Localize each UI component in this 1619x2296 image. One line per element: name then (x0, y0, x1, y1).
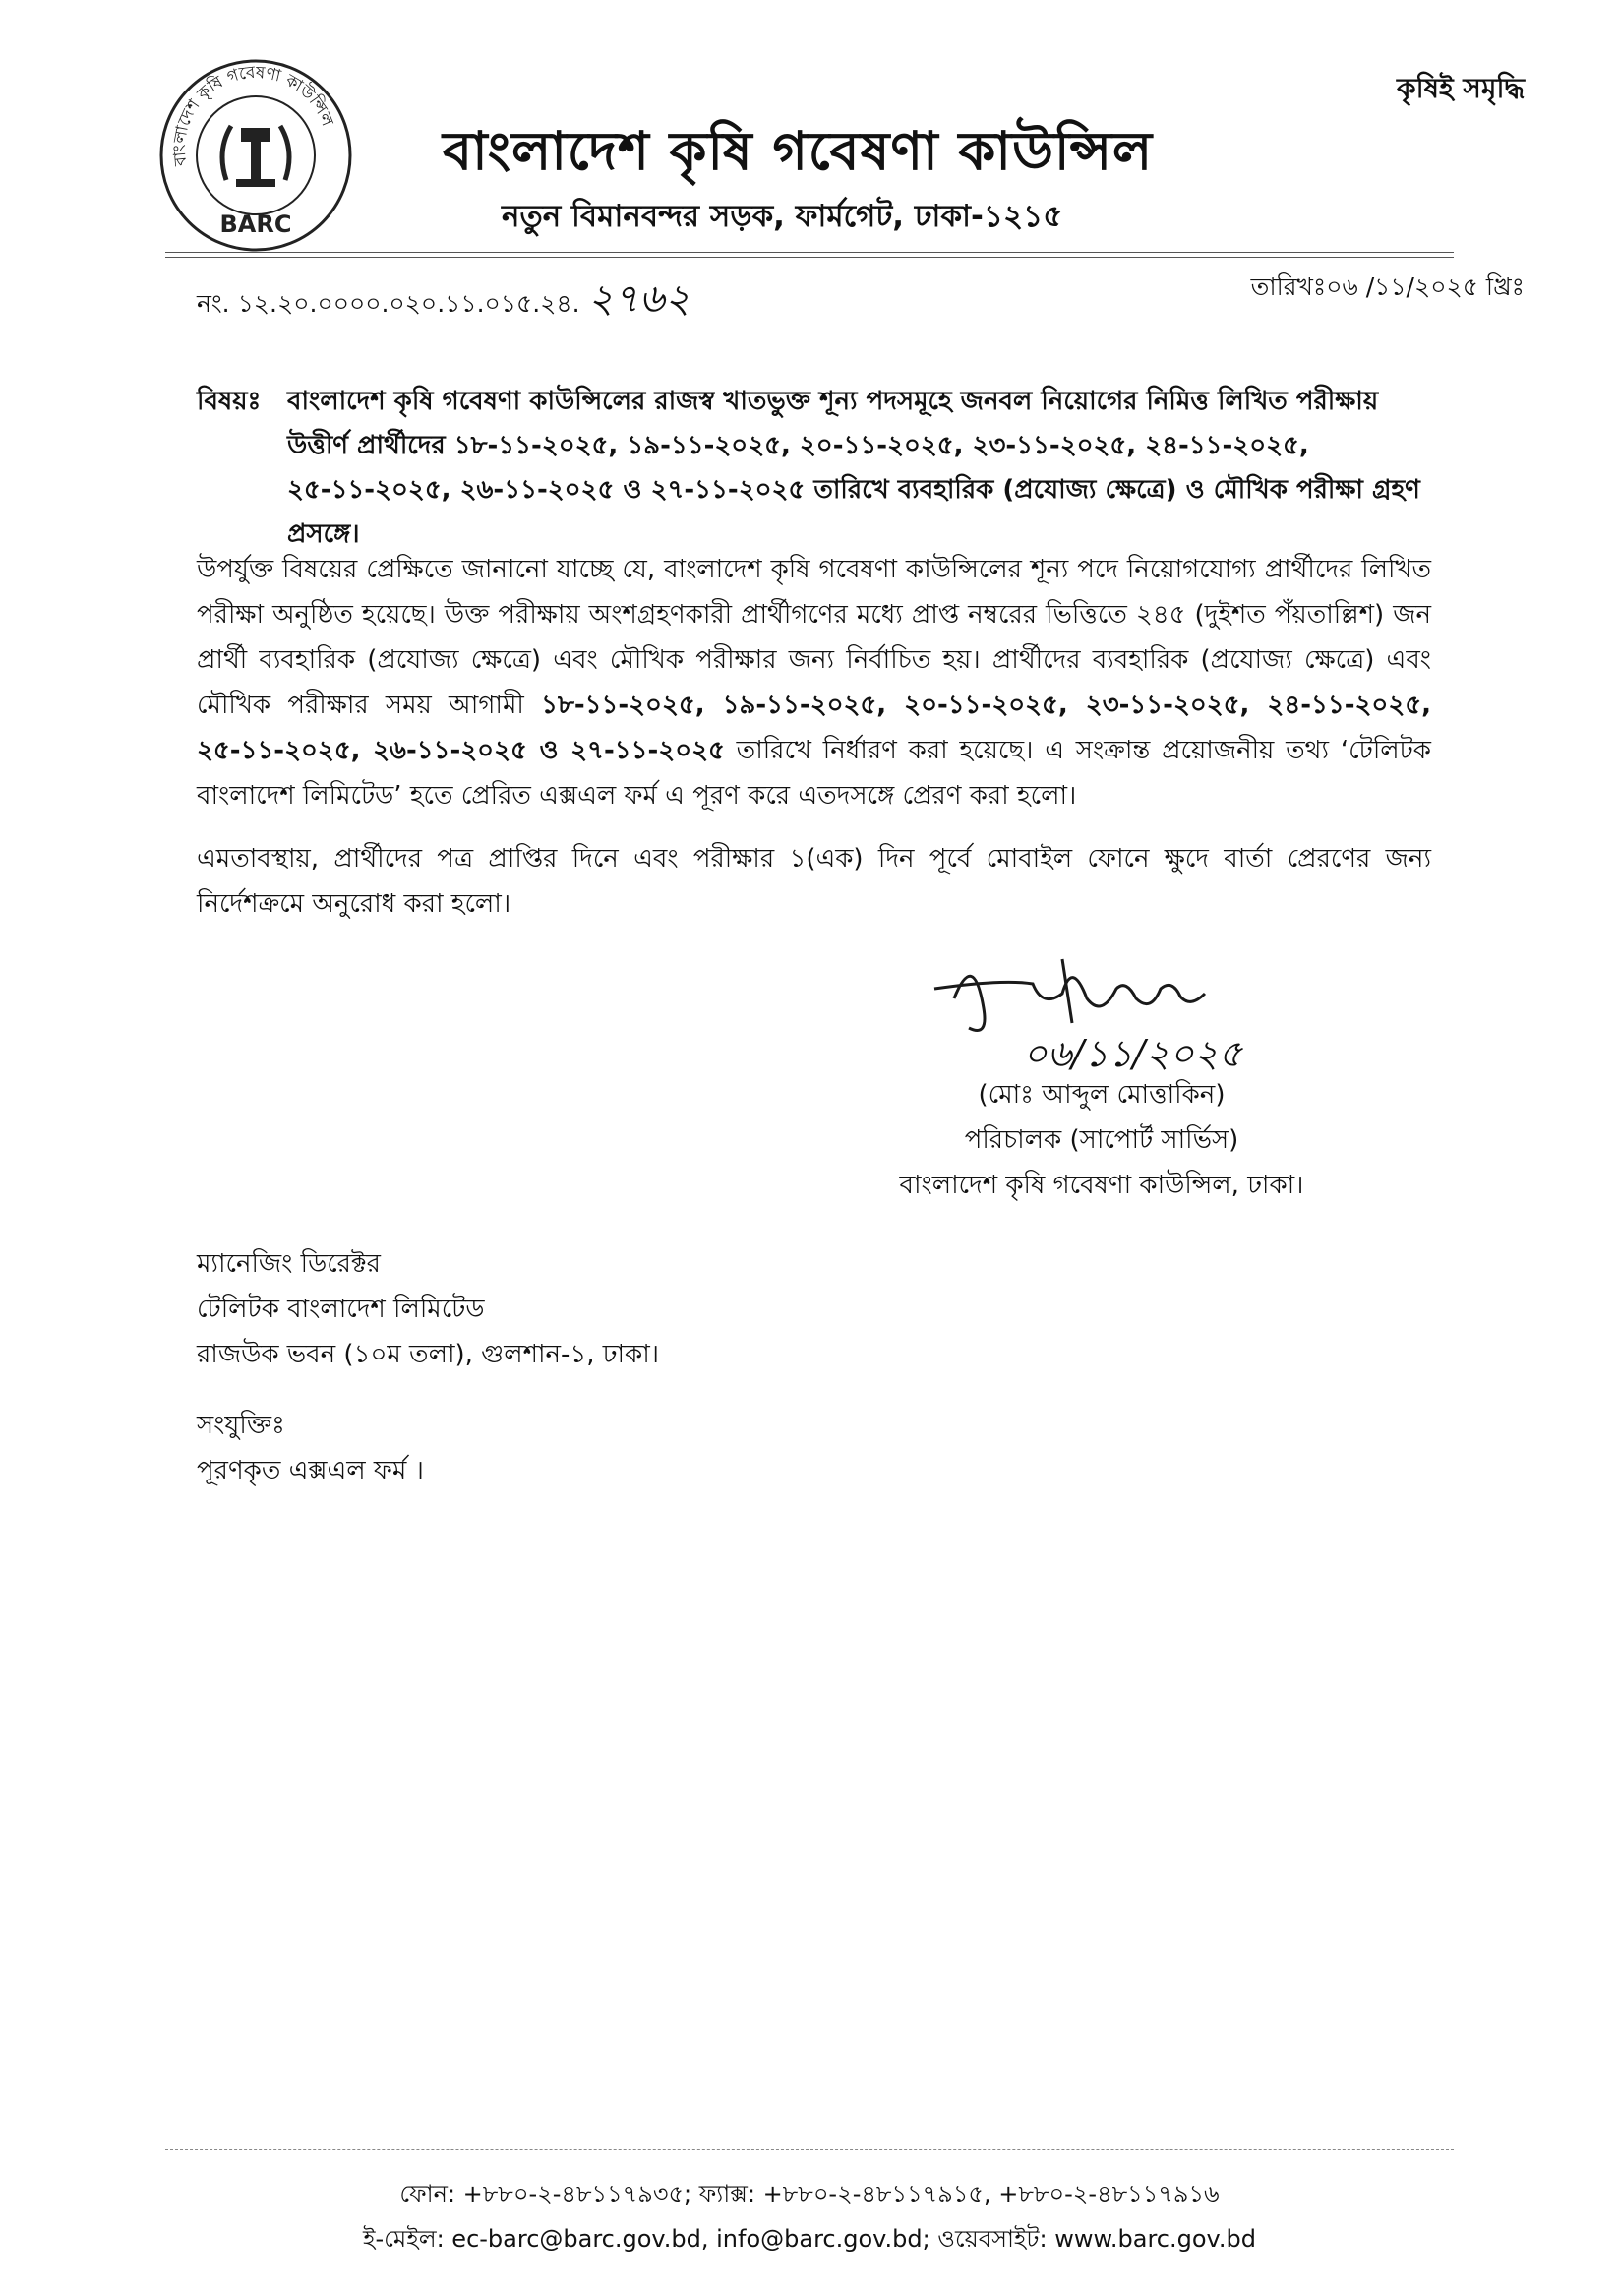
footer-divider (165, 2149, 1454, 2150)
footer-phone-fax: ফোন: +৮৮০-২-৪৮১১৭৯৩৫; ফ্যাক্স: +৮৮০-২-৪৮১১৭৯১৫, +৮৮০-২-৪৮১১৭৯১৬ (399, 2180, 1220, 2207)
signature-date: ০৬/১১/২০২৫ (1023, 1032, 1243, 1075)
logo-ring-text: বাংলাদেশ কৃষি গবেষণা কাউন্সিল (169, 62, 337, 167)
recipient-line-3: রাজউক ভবন (১০ম তলা), গুলশান-১, ঢাকা। (197, 1340, 660, 1369)
body-paragraph-1-dates: ১৮-১১-২০২৫, ১৯-১১-২০২৫, ২০-১১-২০২৫, ২৩-১১-২০২৫, ২৪-১১-২০২৫, ২৫-১১-২০২৫, ২৬-১১-২০২৫ ও ২৭-১১-২০২৫ (197, 691, 1431, 765)
attachment-label: সংযুক্তিঃ (197, 1411, 285, 1440)
organization-name: বাংলাদেশ কৃষি গবেষণা কাউন্সিল (443, 120, 1154, 182)
attachment-item: পূরণকৃত এক্সএল ফর্ম । (197, 1456, 424, 1485)
recipient-address (197, 1241, 659, 1377)
header-divider-double (165, 257, 1454, 258)
header-divider (165, 252, 1454, 253)
subject (197, 380, 1431, 557)
body-paragraph-1-part-1: উপর্যুক্ত বিষয়ের প্রেক্ষিতে জানানো যাচ্ছে যে, বাংলাদেশ কৃষি গবেষণা কাউন্সিলের শূন্য পদে নিয়োগযোগ্য প্রার্থীদের লিখিত পরীক্ষা অনুষ্ঠিত হয়েছে। উক্ত পরীক্ষায় অংশগ্রহণকারী প্রার্থীগণের মধ্যে প্রাপ্ত নম্বরের ভিত্তিতে ২৪৫ (দুইশত পঁয়তাল্লিশ) জন প্রার্থী ব্যবহারিক (প্রযোজ্য ক্ষেত্রে) এবং মৌখিক পরীক্ষার জন্য নির্বাচিত হয়। প্রার্থীদের ব্যবহারিক (প্রযোজ্য ক্ষেত্রে) এবং মৌখিক পরীক্ষার সময় আগামী (197, 555, 1431, 720)
tagline: কৃষিই সমৃদ্ধি (1397, 72, 1525, 104)
signatory-designation: পরিচালক (সাপোর্ট সার্ভিস) (964, 1125, 1239, 1155)
memo-reference (197, 268, 690, 333)
recipient-line-2: টেলিটক বাংলাদেশ লিমিটেড (197, 1295, 485, 1324)
attachment-section (197, 1403, 424, 1493)
signatory-organization: বাংলাদেশ কৃষি গবেষণা কাউন্সিল, ঢাকা। (899, 1171, 1304, 1200)
body-paragraph-2: এমতাবস্থায়, প্রার্থীদের পত্র প্রাপ্তির দিনে এবং পরীক্ষার ১(এক) দিন পূর্বে মোবাইল ফোনে ক্ষুদে বার্তা প্রেরণের জন্য নির্দেশক্রমে অনুরোধ করা হলো। (197, 844, 1431, 919)
signatory-name: (মোঃ আব্দুল মোত্তাকিন) (978, 1080, 1226, 1110)
body-paragraph-1-part-2: তারিখে নির্ধারণ করা হয়েছে। এ সংক্রান্ত প্রয়োজনীয় তথ্য ‘টেলিটক বাংলাদেশ লিমিটেড’ হতে প্রেরিত এক্সএল ফর্ম এ পূরণ করে এতদসঙ্গে প্রেরণ করা হলো। (197, 736, 1431, 811)
memo-date: তারিখঃ০৬ /১১/২০২৫ খ্রিঃ (1250, 272, 1525, 301)
subject-label: বিষয়ঃ (197, 387, 262, 416)
signature-block (866, 1072, 1338, 1208)
footer-email-web: ই-মেইল: ec-barc@barc.gov.bd, info@barc.gov.bd; ওয়েবসাইট: www.barc.gov.bd (363, 2225, 1256, 2253)
subject-text: বাংলাদেশ কৃষি গবেষণা কাউন্সিলের রাজস্ব খাতভুক্ত শূন্য পদসমূহে জনবল নিয়োগের নিমিত্ত লিখিত পরীক্ষায় উত্তীর্ণ প্রার্থীদের ১৮-১১-২০২৫, ১৯-১১-২০২৫, ২০-১১-২০২৫, ২৩-১১-২০২৫, ২৪-১১-২০২৫, ২৫-১১-২০২৫, ২৬-১১-২০২৫ ও ২৭-১১-২০২৫ তারিখে ব্যবহারিক (প্রযোজ্য ক্ষেত্রে) ও মৌখিক পরীক্ষা গ্রহণ প্রসঙ্গে। (287, 387, 1420, 549)
recipient-line-1: ম্যানেজিং ডিরেক্টর (197, 1249, 381, 1279)
memo-reference-handwritten: ২৭৬২ (587, 276, 690, 322)
logo-abbr: BARC (219, 211, 292, 238)
barc-logo (157, 57, 354, 254)
organization-address: নতুন বিমানবন্দর সড়ক, ফার্মগেট, ঢাকা-১২১৫ (502, 199, 1063, 234)
memo-reference-number: নং. ১২.২০.০০০০.০২০.১১.০১৫.২৪. (197, 289, 580, 318)
body-paragraph-1 (197, 547, 1431, 818)
